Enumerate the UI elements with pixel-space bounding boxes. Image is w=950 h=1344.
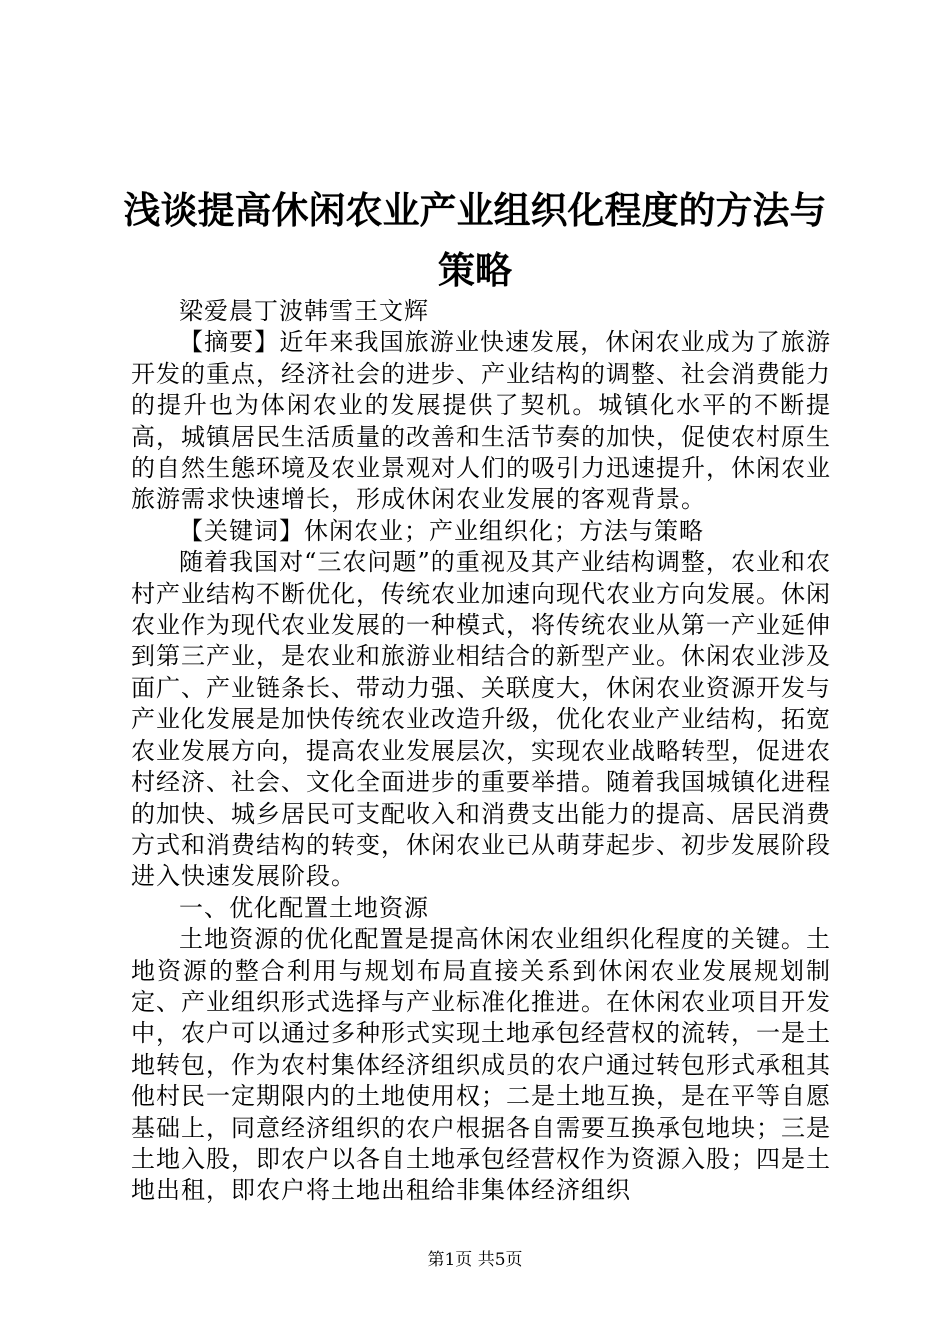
intro-paragraph: 随着我国对“三农问题”的重视及其产业结构调整，农业和农村产业结构不断优化，传统农业加速向现代农业方向发展。休闲农业作为现代农业发展的一种模式，将传统农业从第一产业延伸到第三产业，是农业和旅游业相结合的新型产业。休闲农业涉及面广、产业链条长、带动力强、关联度大，休闲农业资源开发与产业化发展是加快传统农业改造升级，优化农业产业结构，拓宽农业发展方向，提高农业发展层次，实现农业战略转型，促进农村经济、社会、文化全面进步的重要举措。随着我国城镇化进程的加快、城乡居民可支配收入和消费支出能力的提高、居民消费方式和消费结构的转变，休闲农业已从萌芽起步、初步发展阶段进入快速发展阶段。 xyxy=(131,548,831,891)
document-body xyxy=(131,296,831,1207)
abstract-paragraph: 【摘要】近年来我国旅游业快速发展，休闲农业成为了旅游开发的重点，经济社会的进步、产业结构的调整、社会消费能力的提升也为体闲农业的发展提供了契机。城镇化水平的不断提高，城镇居民生活质量的改善和生活节奏的加快，促使农村原生的自然生態环境及农业景观对人们的吸引力迅速提升，休闲农业旅游需求快速增长，形成休闲农业发展的客观背景。 xyxy=(131,328,831,514)
page-footer: 第1页 共5页 xyxy=(427,1250,523,1270)
document-title: 浅谈提高休闲农业产业组织化程度的方法与策略 xyxy=(123,188,827,292)
section-heading: 一、优化配置土地资源 xyxy=(179,893,429,922)
section-paragraph: 土地资源的优化配置是提高休闲农业组织化程度的关键。土地资源的整合利用与规划布局直接关系到休闲农业发展规划制定、产业组织形式选择与产业标准化推进。在休闲农业项目开发中，农户可以通过多种形式实现土地承包经营权的流转，一是土地转包，作为农村集体经济组织成员的农户通过转包形式承租其他村民一定期限内的土地使用权；二是土地互换，是在平等自愿基础上，同意经济组织的农户根据各自需要互换承包地块；三是土地入股，即农户以各自土地承包经营权作为资源入股；四是土地出租，即农户将土地出租给非集体经济组织 xyxy=(131,925,831,1205)
authors-line: 梁爱晨丁波韩雪王文辉 xyxy=(179,297,429,325)
keywords-paragraph: 【关键词】休闲农业；产业组织化；方法与策略 xyxy=(179,516,704,545)
